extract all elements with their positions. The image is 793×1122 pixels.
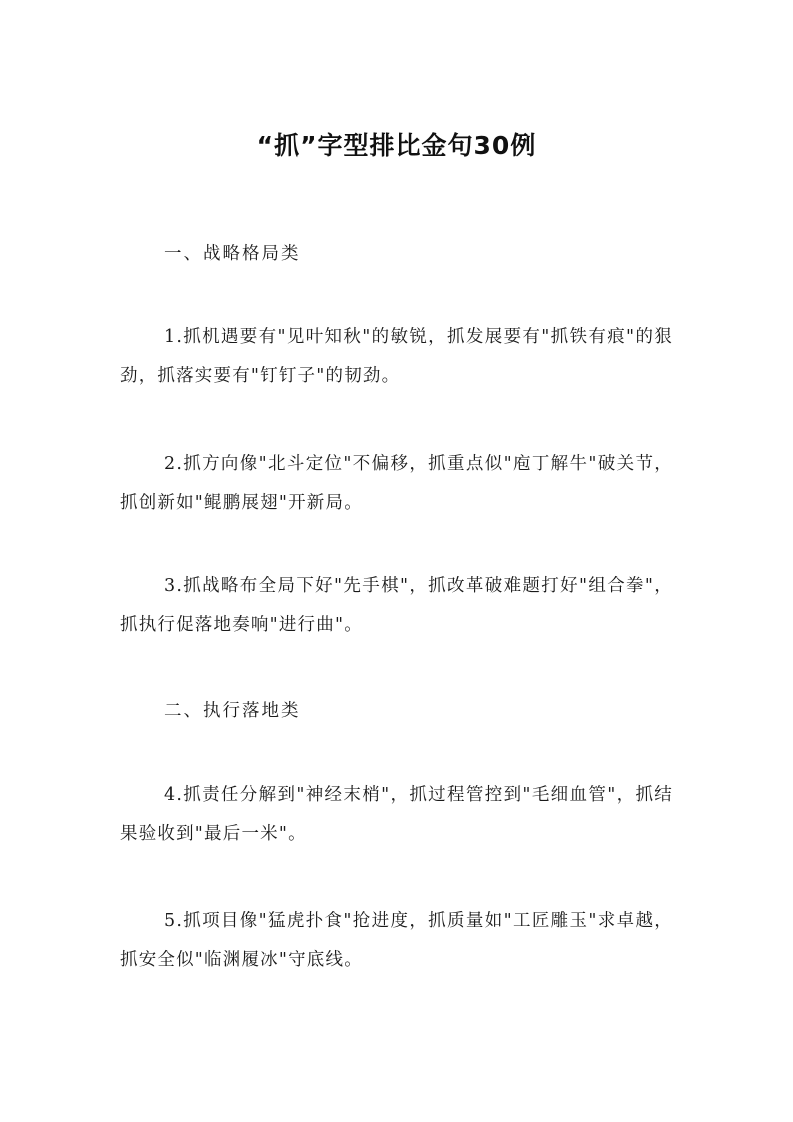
section-heading: 二、执行落地类 (164, 701, 301, 721)
list-item: 5.抓项目像"猛虎扑食"抢进度，抓质量如"工匠雕玉"求卓越，抓安全似"临渊履冰"守底线。 (120, 911, 673, 970)
list-item: 2.抓方向像"北斗定位"不偏移，抓重点似"庖丁解牛"破关节，抓创新如"鲲鹏展翅"开新局。 (120, 454, 673, 513)
list-item: 1.抓机遇要有"见叶知秋"的敏锐，抓发展要有"抓铁有痕"的狠劲，抓落实要有"钉钉子"的韧劲。 (120, 327, 673, 386)
section-heading: 一、战略格局类 (164, 244, 301, 264)
document-title: “抓”字型排比金句30例 (256, 131, 537, 160)
list-item: 3.抓战略布全局下好"先手棋"，抓改革破难题打好"组合拳"，抓执行促落地奏响"进行曲"。 (120, 576, 673, 635)
list-item: 4.抓责任分解到"神经末梢"，抓过程管控到"毛细血管"，抓结果验收到"最后一米"。 (120, 785, 673, 844)
